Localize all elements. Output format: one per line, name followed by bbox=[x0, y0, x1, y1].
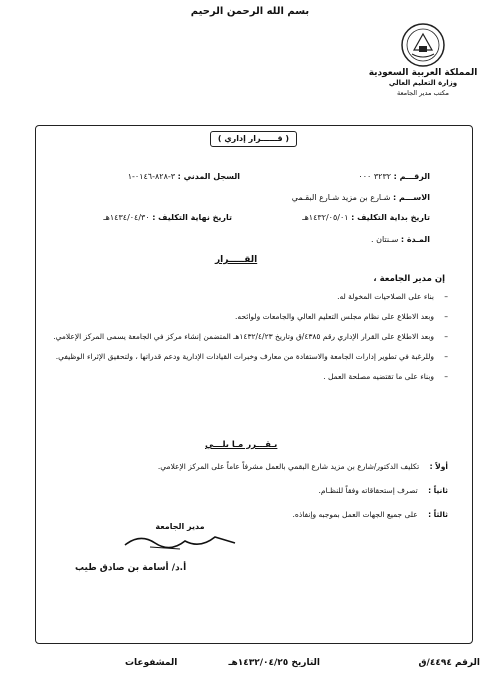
footer-date: التاريخ ١٤٣٢/٠٤/٢٥هـ bbox=[228, 658, 320, 668]
name-row bbox=[292, 193, 430, 202]
record-row bbox=[128, 172, 240, 181]
document-footer bbox=[0, 658, 500, 678]
signature-title: مدير الجامعة bbox=[155, 522, 205, 531]
decision-item bbox=[38, 508, 448, 522]
end-row bbox=[103, 213, 232, 222]
letterhead-ministry: وزارة التعليم العالي bbox=[388, 79, 458, 87]
footer-attachments: المشفوعات bbox=[125, 658, 178, 668]
signature-block bbox=[120, 522, 240, 557]
end-value: ١٤٣٤/٠٤/٣٠هـ bbox=[103, 213, 150, 222]
decision-text: تصرف إستحقاقاته وفقاً للنظـام. bbox=[318, 486, 418, 495]
whereas-item: – وبعد الاطلاع على القرار الإداري رقم ٤٣٨٥/ق وتاريخ ١٤٣٢/٤/٢٣هـ المتضمن إنشاء مركز في الجامعة يسمى المركز الإعلامي. bbox=[38, 329, 448, 345]
letterhead-country: المملكة العربية السعودية bbox=[368, 68, 478, 78]
university-logo-icon bbox=[400, 22, 446, 68]
decides-heading: يـقـــرر مـا يلـــي bbox=[205, 440, 278, 450]
start-row bbox=[302, 213, 430, 222]
decision-items bbox=[38, 460, 448, 532]
decision-text: تكليف الدكتور/شارع بن مزيد شارع البقمي بالعمل مشرفاً عاماً على المركز الإعلامي. bbox=[157, 462, 420, 471]
letterhead bbox=[358, 22, 488, 98]
decision-item bbox=[38, 484, 448, 498]
decision-heading: القـــــرار bbox=[215, 255, 258, 265]
duration-value: سـنتان . bbox=[371, 235, 399, 244]
ref-value: ٣٢٣٢ ٠٠٠ bbox=[358, 172, 392, 181]
document-type: ( قــــــرار إداري ) bbox=[210, 131, 297, 147]
name-label: الاســـم : bbox=[392, 193, 430, 202]
start-value: ١٤٣٢/٠٥/٠١هـ bbox=[302, 213, 349, 222]
letterhead-office: مكتب مدير الجامعة bbox=[397, 89, 449, 97]
start-label: تاريخ بداية التكليف : bbox=[351, 213, 430, 222]
whereas-item: – وبناء على ما تقتضيه مصلحة العمل . bbox=[38, 369, 448, 385]
record-value: ٣-٨٢٨-٠١٤٦-١ bbox=[127, 172, 176, 181]
signatory-name: أ.د/ أسامة بن صادق طيب bbox=[75, 563, 187, 573]
decision-text: على جميع الجهات العمل بموجبه وإنفاذه. bbox=[292, 510, 418, 519]
whereas-item: – وبعد الاطلاع على نظام مجلس التعليم العالي والجامعات ولوائحه. bbox=[38, 309, 448, 325]
name-value: شـارع بن مزيد شـارع البقـمي bbox=[291, 193, 391, 202]
duration-label: المـدة : bbox=[400, 235, 430, 244]
signature-scribble-icon bbox=[120, 531, 240, 553]
decision-ordinal: أولاً : bbox=[429, 462, 448, 471]
footer-number: الرقم ٤٤٩٤/ق bbox=[418, 658, 480, 668]
record-label: السجل المدني : bbox=[177, 172, 240, 181]
ref-row bbox=[358, 172, 430, 181]
decision-ordinal: ثانياً : bbox=[428, 486, 448, 495]
decision-item bbox=[38, 460, 448, 474]
basmala: بسم الله الرحمن الرحيم bbox=[190, 6, 310, 17]
ref-label: الرقـــم : bbox=[393, 172, 430, 181]
end-label: تاريخ نهاية التكليف : bbox=[152, 213, 232, 222]
decision-ordinal: ثالثاً : bbox=[428, 510, 448, 519]
whereas-item: – وللرغبة في تطوير إدارات الجامعة والاستفادة من معارف وخبرات القيادات الإدارية ودعم قدراتها ، ولتحقيق الإثراء الوظيفي. bbox=[38, 349, 448, 365]
duration-row bbox=[371, 235, 430, 244]
decision-intro: إن مدير الجامعة ، bbox=[373, 274, 445, 284]
whereas-list bbox=[38, 289, 448, 389]
whereas-item: – بناء على الصلاحيات المخولة له. bbox=[38, 289, 448, 305]
